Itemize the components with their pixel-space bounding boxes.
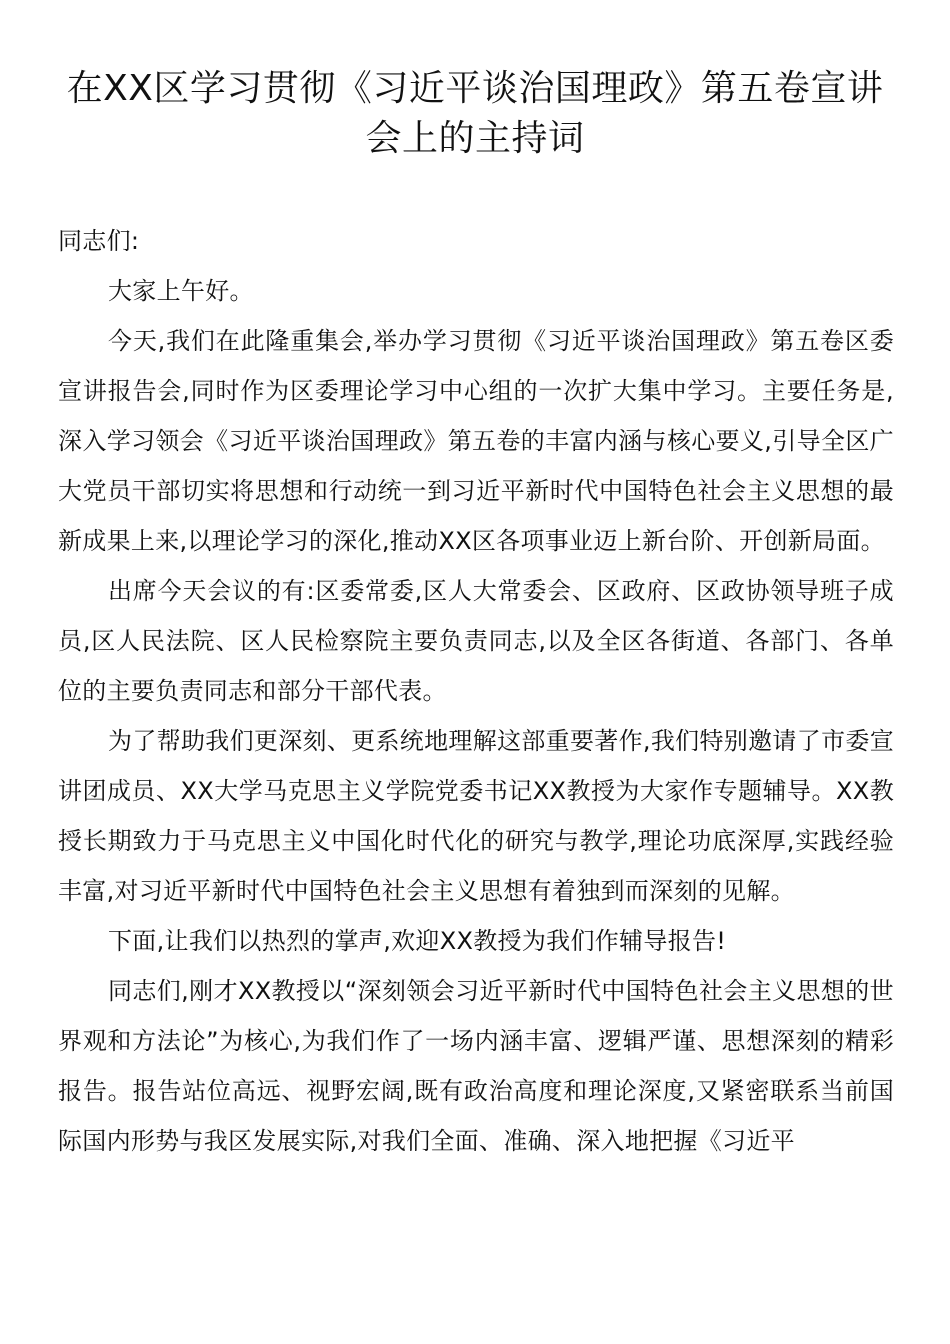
paragraph-attendees: 出席今天会议的有:区委常委,区人大常委会、区政府、区政协领导班子成员,区人民法院、区人民检察院主要负责同志,以及全区各街道、各部门、各单位的主要负责同志和部分干部代表。 — [58, 577, 894, 705]
paragraph-greeting: 大家上午好。 — [108, 277, 254, 305]
document-title: 在XX区学习贯彻《习近平谈治国理政》第五卷宣讲会上的主持词 — [66, 68, 884, 159]
salutation: 同志们: — [58, 227, 140, 255]
paragraph-welcome: 下面,让我们以热烈的掌声,欢迎XX教授为我们作辅导报告! — [108, 927, 727, 955]
paragraph-summary: 同志们,刚才XX教授以“深刻领会习近平新时代中国特色社会主义思想的世界观和方法论”为核心,为我们作了一场内涵丰富、逻辑严谨、思想深刻的精彩报告。报告站位高远、视野宏阔,既有政治高度和理论深度,又紧密联系当前国际国内形势与我区发展实际,对我们全面、准确、深入地把握《习近平 — [58, 977, 894, 1155]
paragraph-speaker-intro: 为了帮助我们更深刻、更系统地理解这部重要著作,我们特别邀请了市委宣讲团成员、XX大学马克思主义学院党委书记XX教授为大家作专题辅导。XX教授长期致力于马克思主义中国化时代化的研究与教学,理论功底深厚,实践经验丰富,对习近平新时代中国特色社会主义思想有着独到而深刻的见解。 — [58, 727, 894, 905]
paragraph-purpose: 今天,我们在此隆重集会,举办学习贯彻《习近平谈治国理政》第五卷区委宣讲报告会,同时作为区委理论学习中心组的一次扩大集中学习。主要任务是,深入学习领会《习近平谈治国理政》第五卷的丰富内涵与核心要义,引导全区广大党员干部切实将思想和行动统一到习近平新时代中国特色社会主义思想的最新成果上来,以理论学习的深化,推动XX区各项事业迈上新台阶、开创新局面。 — [58, 327, 894, 555]
document-body — [58, 216, 894, 1166]
